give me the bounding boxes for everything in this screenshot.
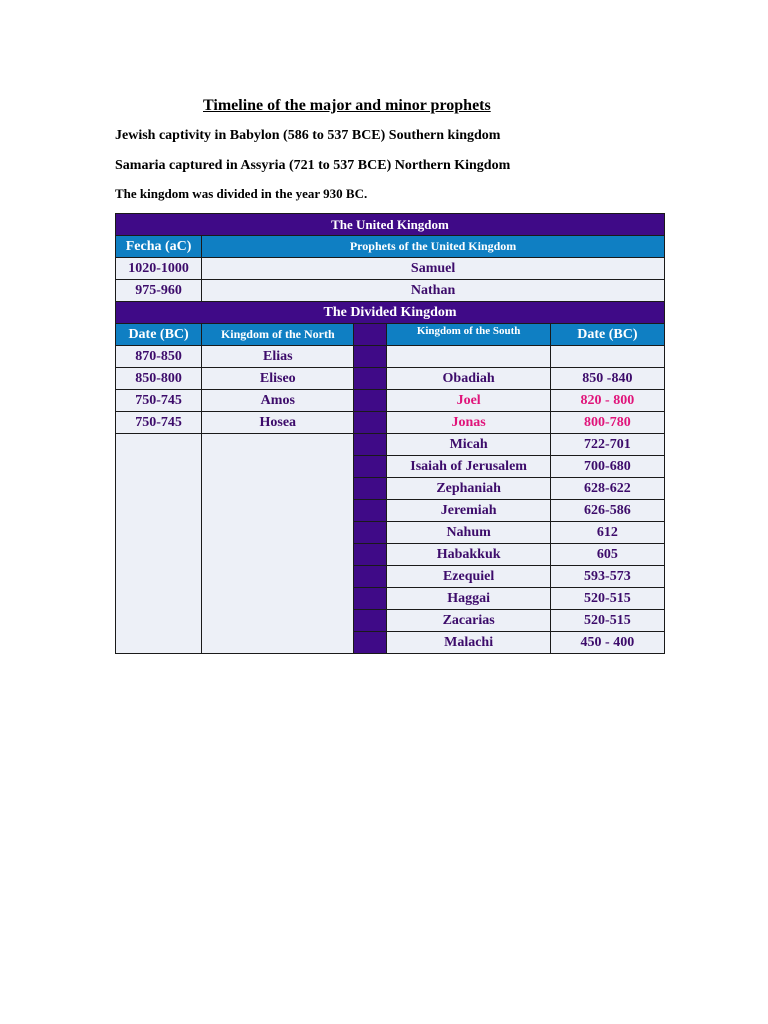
table-row — [116, 346, 665, 368]
north-date-cell: 870-850 — [116, 346, 202, 368]
united-date-cell: 975-960 — [116, 280, 202, 302]
north-prophet-cell: Amos — [202, 390, 354, 412]
south-date-cell: 626-586 — [550, 500, 664, 522]
north-kingdom-header: Kingdom of the North — [202, 324, 354, 346]
south-date-cell: 612 — [550, 522, 664, 544]
page-title: Timeline of the major and minor prophets — [203, 97, 491, 114]
south-date-cell-highlight: 820 - 800 — [550, 390, 664, 412]
south-date-cell: 722-701 — [550, 434, 664, 456]
north-prophet-cell: Hosea — [202, 412, 354, 434]
north-prophet-cell: Elias — [202, 346, 354, 368]
south-date-cell: 605 — [550, 544, 664, 566]
south-prophet-cell: Habakkuk — [387, 544, 550, 566]
column-divider — [354, 610, 387, 632]
table-row — [116, 412, 665, 434]
united-kingdom-heading: The United Kingdom — [116, 214, 665, 236]
table-row — [116, 368, 665, 390]
intro-line-samaria: Samaria captured in Assyria (721 to 537 BCE) Northern Kingdom — [115, 158, 511, 173]
united-prophet-cell: Samuel — [202, 258, 665, 280]
column-divider — [354, 434, 387, 456]
intro-line-babylon: Jewish captivity in Babylon (586 to 537 BCE) Southern kingdom — [115, 128, 501, 143]
table-row — [116, 258, 665, 280]
north-prophet-cell: Eliseo — [202, 368, 354, 390]
south-date-cell: 450 - 400 — [550, 632, 664, 654]
south-date-cell — [550, 346, 664, 368]
south-kingdom-header: Kingdom of the South — [387, 324, 550, 346]
column-divider — [354, 478, 387, 500]
united-date-header: Fecha (aC) — [116, 236, 202, 258]
south-date-cell: 700-680 — [550, 456, 664, 478]
south-prophet-cell: Jeremiah — [387, 500, 550, 522]
south-prophet-cell — [387, 346, 550, 368]
south-date-cell: 520-515 — [550, 610, 664, 632]
south-prophet-cell: Obadiah — [387, 368, 550, 390]
south-date-cell: 593-573 — [550, 566, 664, 588]
north-date-cell: 750-745 — [116, 412, 202, 434]
divided-kingdom-heading: The Divided Kingdom — [116, 302, 665, 324]
south-prophet-cell: Ezequiel — [387, 566, 550, 588]
column-divider — [354, 588, 387, 610]
column-divider — [354, 566, 387, 588]
column-divider — [354, 544, 387, 566]
prophets-timeline-table — [115, 213, 665, 654]
column-divider — [354, 412, 387, 434]
south-prophet-cell: Haggai — [387, 588, 550, 610]
south-prophet-cell: Malachi — [387, 632, 550, 654]
south-date-cell-highlight: 800-780 — [550, 412, 664, 434]
north-date-cell: 750-745 — [116, 390, 202, 412]
column-divider — [354, 368, 387, 390]
south-date-cell: 850 -840 — [550, 368, 664, 390]
north-date-cell: 850-800 — [116, 368, 202, 390]
south-date-cell: 628-622 — [550, 478, 664, 500]
column-divider — [354, 390, 387, 412]
south-date-cell: 520-515 — [550, 588, 664, 610]
south-prophet-cell: Micah — [387, 434, 550, 456]
south-prophet-cell: Isaiah of Jerusalem — [387, 456, 550, 478]
column-divider — [354, 456, 387, 478]
north-prophet-empty-cell — [202, 434, 354, 654]
south-date-header: Date (BC) — [550, 324, 664, 346]
united-date-cell: 1020-1000 — [116, 258, 202, 280]
north-date-header: Date (BC) — [116, 324, 202, 346]
south-prophet-cell: Nahum — [387, 522, 550, 544]
united-prophets-header: Prophets of the United Kingdom — [202, 236, 665, 258]
south-prophet-cell-highlight: Joel — [387, 390, 550, 412]
column-divider — [354, 324, 387, 346]
south-prophet-cell-highlight: Jonas — [387, 412, 550, 434]
intro-line-division: The kingdom was divided in the year 930 BC. — [115, 186, 368, 201]
north-date-empty-cell — [116, 434, 202, 654]
table-row — [116, 390, 665, 412]
column-divider — [354, 522, 387, 544]
united-prophet-cell: Nathan — [202, 280, 665, 302]
column-divider — [354, 632, 387, 654]
table-row — [116, 434, 665, 456]
column-divider — [354, 500, 387, 522]
south-prophet-cell: Zephaniah — [387, 478, 550, 500]
table-row — [116, 280, 665, 302]
south-prophet-cell: Zacarias — [387, 610, 550, 632]
column-divider — [354, 346, 387, 368]
